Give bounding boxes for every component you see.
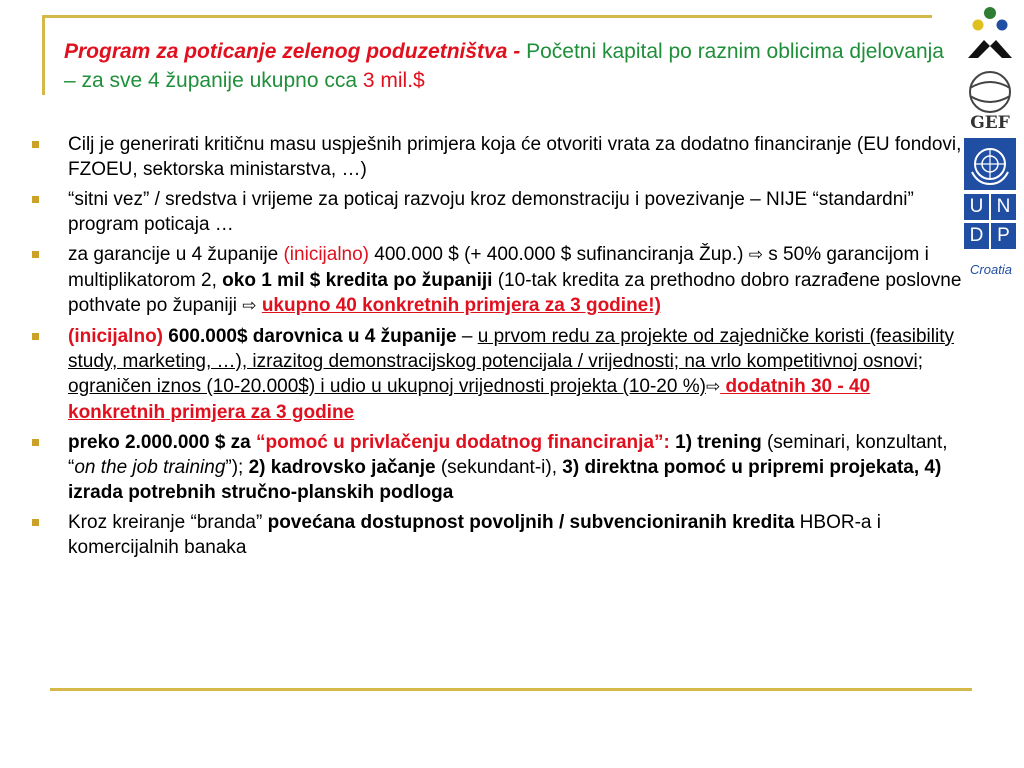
- bullet-text-part: HBOR-a i komercijalnih banaka: [68, 512, 881, 558]
- bullet-text-part: ukupno 40 konkretnih primjera za 3 godine!): [261, 295, 661, 316]
- bullet-text: Cilj je generirati kritičnu masu uspješnih primjera koja će otvoriti vrata za dodatno financiranje (EU fondovi, FZOEU, sektorska ministarstva, …): [68, 134, 962, 180]
- title-description: Početni kapital po raznim oblicima djelovanja – za sve 4 županije ukupno cca: [64, 40, 944, 92]
- bullet-text-part: s 50% garancijom i multiplikatorom 2,: [68, 244, 929, 291]
- right-arrow-icon: ⇨: [748, 245, 763, 265]
- bullet-text: “sitni vez” / sredstva i vrijeme za poticaj razvoju kroz demonstraciju i povezivanje – NIJE “standardni” program poticaja …: [68, 189, 914, 235]
- un-emblem-icon: [964, 138, 1016, 190]
- bullet-text-part: 400.000 $ (+ 400.000 $ sufinanciranja Žup.): [369, 244, 749, 265]
- undp-letter-u: U: [964, 194, 989, 220]
- bullet-text-part: 600.000$ darovnica u 4 županije: [163, 326, 457, 347]
- undp-letter-n: N: [991, 194, 1016, 220]
- frame-top-line: [42, 15, 932, 18]
- right-arrow-icon: ⇨: [242, 296, 257, 316]
- bullet-text-part: ”);: [225, 457, 249, 478]
- bullet-item-sitni-vez: [30, 187, 965, 237]
- undp-letter-p: P: [991, 223, 1016, 249]
- bullet-text-part: (10-tak kredita za prethodno dobro razrađene poslovne pothvate po županiji: [68, 270, 962, 316]
- bullet-text-part: “pomoć u privlačenju dodatnog financiranja”:: [256, 432, 676, 453]
- gef-logo-text: GEF: [970, 113, 1010, 133]
- bullet-item-darovnica: [30, 324, 965, 425]
- bullet-item-garancije: [30, 242, 965, 319]
- bullet-text-part: preko 2.000.000 $ za: [68, 432, 257, 453]
- frame-bottom-line: [50, 688, 972, 691]
- frame-left-line: [42, 15, 45, 95]
- undp-country-label: Croatia: [970, 262, 1012, 277]
- bullet-item-pomoc: [30, 430, 965, 505]
- bullet-square-icon: [32, 439, 39, 446]
- bullet-text-part: (sekundant-i),: [435, 457, 563, 478]
- bullet-text-part: oko 1 mil $ kredita po županiji: [222, 270, 493, 291]
- bullet-item-brand: [30, 510, 965, 560]
- bullet-text-part: za garancije u 4 županije: [68, 244, 284, 265]
- undp-letter-d: D: [964, 223, 989, 249]
- bullet-item-goal: [30, 132, 965, 182]
- bullet-square-icon: [32, 333, 39, 340]
- bullet-text-part: Kroz kreiranje “branda”: [68, 512, 268, 533]
- bullet-text-part: (inicijalno): [283, 244, 370, 265]
- title-program-name: Program za poticanje zelenog poduzetništva -: [64, 40, 527, 63]
- bullet-list: [30, 132, 965, 565]
- bullet-square-icon: [32, 519, 39, 526]
- bullet-text-part: (inicijalno): [68, 326, 163, 347]
- bullet-square-icon: [32, 196, 39, 203]
- title-amount: 3 mil.$: [362, 69, 425, 92]
- bullet-text-part: –: [456, 326, 478, 347]
- bullet-square-icon: [32, 251, 39, 258]
- bullet-text-part: povećana dostupnost povoljnih / subvencioniranih kredita: [267, 512, 795, 533]
- bullet-text-part: dodatnih 30 - 40 konkretnih primjera za 3 godine: [68, 376, 871, 423]
- bullet-square-icon: [32, 141, 39, 148]
- bullet-text-part: 2) kadrovsko jačanje: [248, 457, 436, 478]
- bullet-text-part: 3) direktna pomoć u pripremi projekata, 4) izrada potrebnih stručno-planskih podloga: [68, 457, 942, 503]
- bullet-text-part: 1) trening: [675, 432, 762, 453]
- slide-title: [64, 37, 944, 95]
- bullet-text-part: on the job training: [74, 457, 226, 478]
- bullet-text-part: (seminari, konzultant, “: [68, 432, 948, 478]
- undp-logo: [962, 138, 1018, 254]
- bullet-text-part: u prvom redu za projekte od zajedničke koristi (feasibility study, marketing, …), izrazitog demonstracijskog potencijala / vrijednosti; na vrlo kompetitivnoj osnovi; ograničen iznos (10-20.000$) i udio u ukupnoj vrijednosti projekta (10-20 %): [68, 326, 954, 397]
- right-arrow-icon: ⇨: [705, 377, 721, 397]
